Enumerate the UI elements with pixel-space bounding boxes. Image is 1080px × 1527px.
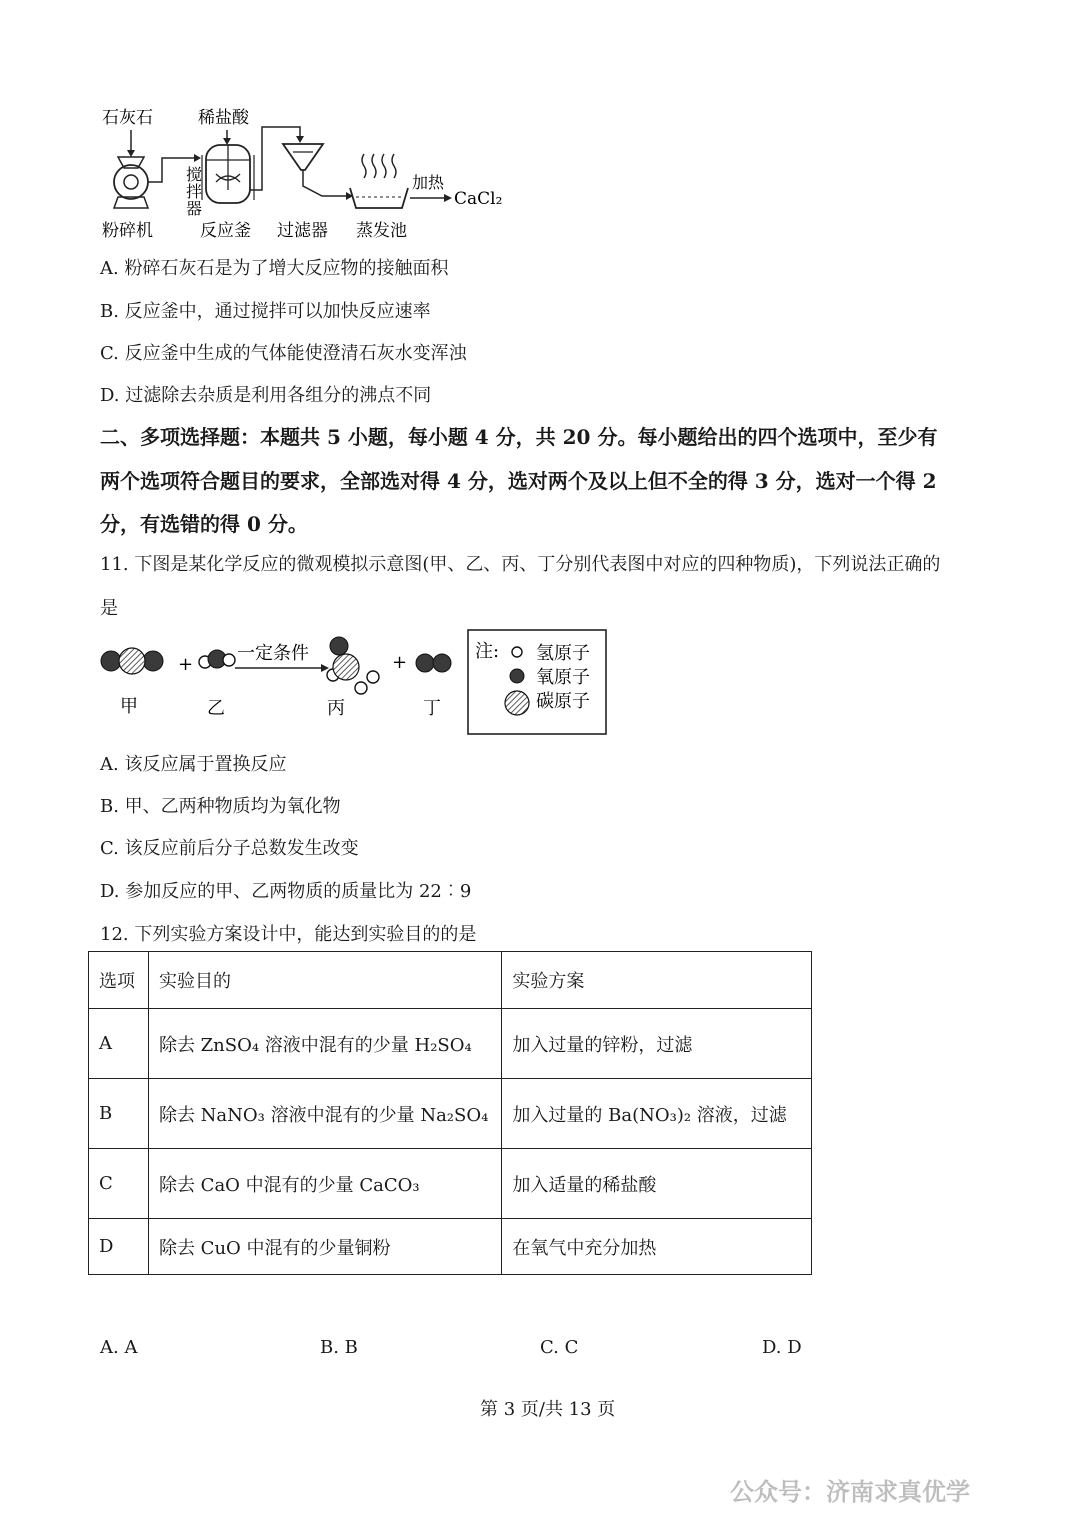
q10-option-a[interactable]: A. 粉碎石灰石是为了增大反应物的接触面积 [100, 258, 449, 279]
reaction-diagram [95, 625, 615, 740]
row-option: D [89, 1219, 149, 1275]
plus-1: + [178, 654, 194, 675]
legend-box [468, 630, 606, 734]
header-option: 选项 [89, 952, 149, 1009]
limestone-label: 石灰石 [102, 108, 153, 128]
evaporator-label: 蒸发池 [356, 221, 407, 241]
molecule-ding [416, 654, 451, 672]
hcl-label: 稀盐酸 [198, 108, 249, 128]
section2-line-1: 二、多项选择题：本题共 5 小题，每小题 4 分，共 20 分。每小题给出的四个选项中，至少有 [100, 425, 938, 449]
stirrer-label-3: 器 [186, 199, 203, 218]
legend-oxygen: 氧原子 [536, 667, 590, 688]
legend-hydrogen: 氢原子 [536, 643, 590, 664]
q11-option-d[interactable]: D. 参加反应的甲、乙两物质的质量比为 22︰9 [100, 881, 472, 902]
row-plan: 加入过量的锌粉，过滤 [502, 1009, 812, 1079]
heat-label: 加热 [412, 173, 445, 192]
row-goal: 除去 NaNO₃ 溶液中混有的少量 Na₂SO₄ [148, 1079, 501, 1149]
experiment-table [88, 951, 812, 1275]
q11-option-b[interactable]: B. 甲、乙两种物质均为氧化物 [100, 796, 341, 817]
table-header-row [89, 952, 812, 1009]
q11-option-c[interactable]: C. 该反应前后分子总数发生改变 [100, 838, 359, 859]
stirrer-label-2: 拌 [186, 182, 203, 201]
reactor-label: 反应釜 [200, 221, 251, 241]
molecule-bing [327, 637, 379, 694]
table-row [89, 1079, 812, 1149]
molecule-yi [199, 650, 235, 668]
row-goal: 除去 CuO 中混有的少量铜粉 [148, 1219, 501, 1275]
q10-option-b[interactable]: B. 反应釜中，通过搅拌可以加快反应速率 [100, 301, 431, 322]
header-goal: 实验目的 [148, 952, 501, 1009]
crusher-icon [114, 157, 148, 208]
reactor-icon [202, 145, 254, 203]
row-plan: 加入过量的 Ba(NO₃)₂ 溶液，过滤 [502, 1079, 812, 1149]
q11-option-a[interactable]: A. 该反应属于置换反应 [100, 754, 287, 775]
label-yi: 乙 [207, 698, 225, 719]
section2-line-2: 两个选项符合题目的要求，全部选对得 4 分，选对两个及以上但不全的得 3 分，选对一个得 2 [100, 469, 937, 493]
section2-line-3: 分，有选错的得 0 分。 [100, 512, 308, 536]
q12-answer-c[interactable]: C. C [540, 1337, 579, 1358]
q10-option-c[interactable]: C. 反应釜中生成的气体能使澄清石灰水变浑浊 [100, 343, 467, 364]
molecule-jia [101, 648, 163, 674]
evaporator-icon [350, 154, 408, 208]
legend-carbon: 碳原子 [536, 691, 590, 712]
label-jia: 甲 [120, 696, 138, 717]
stirrer-label-1: 搅 [186, 165, 203, 184]
table-row [89, 1219, 812, 1275]
row-goal: 除去 CaO 中混有的少量 CaCO₃ [148, 1149, 501, 1219]
label-ding: 丁 [423, 698, 441, 719]
row-plan: 在氧气中充分加热 [502, 1219, 812, 1275]
process-diagram [90, 100, 530, 245]
row-plan: 加入适量的稀盐酸 [502, 1149, 812, 1219]
q12-answer-a[interactable]: A. A [100, 1337, 138, 1358]
row-option: B [89, 1079, 149, 1149]
table-row [89, 1009, 812, 1079]
q12-answer-b[interactable]: B. B [320, 1337, 358, 1358]
table-row [89, 1149, 812, 1219]
filter-label: 过滤器 [277, 221, 328, 241]
q11-stem-line-1: 11. 下图是某化学反应的微观模拟示意图(甲、乙、丙、丁分别代表图中对应的四种物质)，下列说法正确的 [100, 554, 941, 575]
product-label: CaCl₂ [454, 189, 503, 209]
q11-stem-line-2: 是 [100, 598, 118, 619]
filter-icon [283, 144, 323, 170]
q12-stem: 12. 下列实验方案设计中，能达到实验目的的是 [100, 924, 477, 945]
page-footer: 第 3 页/共 13 页 [480, 1399, 616, 1420]
row-option: A [89, 1009, 149, 1079]
header-plan: 实验方案 [502, 952, 812, 1009]
legend-title: 注: [475, 641, 500, 662]
q12-answer-d[interactable]: D. D [762, 1337, 802, 1358]
plus-2: + [392, 652, 408, 673]
row-option: C [89, 1149, 149, 1219]
watermark: 公众号：济南求真优学 [730, 1478, 970, 1506]
row-goal: 除去 ZnSO₄ 溶液中混有的少量 H₂SO₄ [148, 1009, 501, 1079]
label-bing: 丙 [327, 698, 345, 719]
condition-label: 一定条件 [237, 643, 309, 664]
q10-option-d[interactable]: D. 过滤除去杂质是利用各组分的沸点不同 [100, 385, 432, 406]
crusher-label: 粉碎机 [102, 221, 153, 241]
